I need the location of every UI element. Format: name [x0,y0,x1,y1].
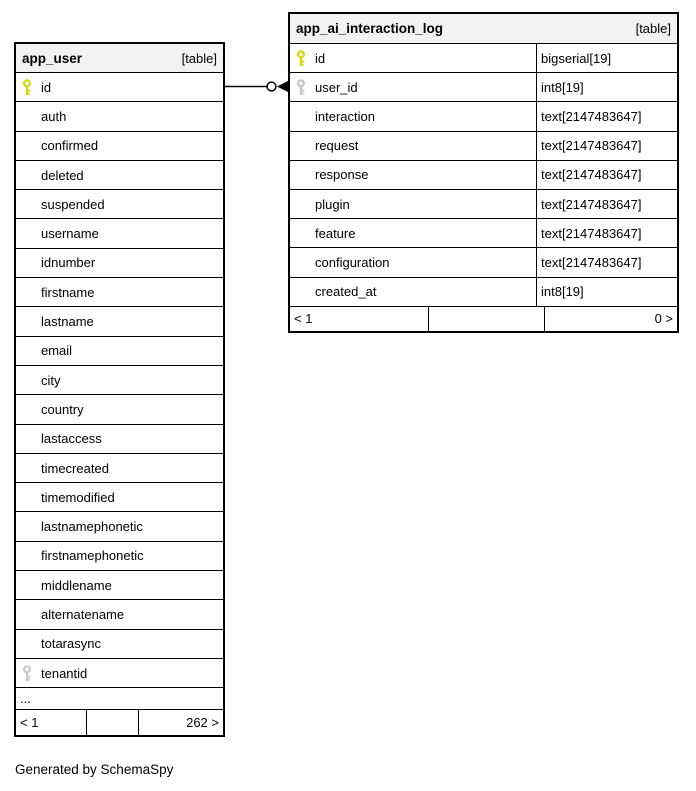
column-type: text[2147483647] [536,190,677,218]
primary-key-icon [22,79,34,96]
column-name: user_id [315,79,358,95]
column-name: firstname [41,284,95,300]
column-name: timecreated [41,460,109,476]
column-row-confirmed[interactable] [16,132,223,161]
column-name: created_at [315,284,377,300]
column-row-interaction[interactable] [290,102,677,131]
generator-credit: Generated by SchemaSpy [15,762,174,777]
column-type: text[2147483647] [536,161,677,189]
table-type-badge: [table] [635,21,671,36]
column-name: city [41,372,61,388]
column-row-totarasync[interactable] [16,630,223,659]
table-header [290,14,677,44]
column-row-city[interactable] [16,366,223,395]
column-name: id [41,79,52,95]
column-name: configuration [315,254,390,270]
column-row-response[interactable] [290,161,677,190]
column-row-lastname[interactable] [16,307,223,336]
column-row-country[interactable] [16,395,223,424]
column-name: tenantid [41,665,88,681]
column-type: text[2147483647] [536,102,677,130]
column-name: totarasync [41,636,101,652]
column-type: text[2147483647] [536,219,677,247]
column-name: country [41,401,84,417]
footer-spacer [428,307,544,331]
column-name: request [315,138,359,154]
column-type: int8[19] [536,73,677,101]
column-row-idnumber[interactable] [16,249,223,278]
footer-spacer [86,710,138,735]
column-row-lastnamephonetic[interactable] [16,512,223,541]
children-count[interactable]: 0 > [544,307,677,331]
column-row-firstnamephonetic[interactable] [16,542,223,571]
column-name: alternatename [41,606,125,622]
column-name: auth [41,108,67,124]
column-row-suspended[interactable] [16,190,223,219]
column-row-timecreated[interactable] [16,454,223,483]
column-row-username[interactable] [16,219,223,248]
table-title[interactable]: app_user [22,50,83,66]
column-name: deleted [41,167,84,183]
column-name: firstnamephonetic [41,548,144,564]
column-row-user_id[interactable] [290,73,677,102]
children-count[interactable]: 262 > [138,710,223,735]
hidden-columns-ellipsis: ... [16,688,223,710]
column-type: text[2147483647] [536,248,677,276]
column-name: id [315,50,326,66]
column-row-request[interactable] [290,132,677,161]
column-row-lastaccess[interactable] [16,425,223,454]
relationship-connector [225,76,288,97]
column-row-alternatename[interactable] [16,600,223,629]
column-row-middlename[interactable] [16,571,223,600]
column-row-plugin[interactable] [290,190,677,219]
column-type: text[2147483647] [536,132,677,160]
foreign-key-icon [296,79,308,96]
column-row-email[interactable] [16,337,223,366]
column-name: suspended [41,196,105,212]
column-name: confirmed [41,138,99,154]
parents-count[interactable]: < 1 [294,311,313,327]
column-row-auth[interactable] [16,102,223,131]
table-app-user [14,42,225,737]
column-row-id[interactable] [290,44,677,73]
column-row-feature[interactable] [290,219,677,248]
column-name: middlename [41,577,112,593]
column-name: timemodified [41,489,115,505]
table-header [16,44,223,73]
column-type: int8[19] [536,278,677,306]
column-row-deleted[interactable] [16,161,223,190]
column-rows [16,73,223,688]
table-title[interactable]: app_ai_interaction_log [296,21,444,36]
column-type: bigserial[19] [536,44,677,72]
column-row-tenantid[interactable] [16,659,223,688]
column-row-configuration[interactable] [290,248,677,277]
table-footer [16,710,223,735]
column-rows [290,44,677,307]
column-name: interaction [315,108,375,124]
column-name: response [315,167,369,183]
column-row-timemodified[interactable] [16,483,223,512]
column-name: email [41,343,73,359]
column-name: lastaccess [41,431,102,447]
column-row-id[interactable] [16,73,223,102]
column-row-created_at[interactable] [290,278,677,307]
column-name: idnumber [41,255,96,271]
column-row-firstname[interactable] [16,278,223,307]
column-name: feature [315,225,356,241]
parents-count[interactable]: < 1 [20,715,39,731]
table-type-badge: [table] [181,50,217,66]
column-name: username [41,226,99,242]
column-name: lastname [41,314,94,330]
primary-key-icon [296,50,308,67]
column-name: lastnamephonetic [41,519,143,535]
foreign-key-icon [22,665,34,682]
table-app-ai-interaction-log [288,12,679,333]
column-name: plugin [315,196,350,212]
table-footer [290,307,677,331]
